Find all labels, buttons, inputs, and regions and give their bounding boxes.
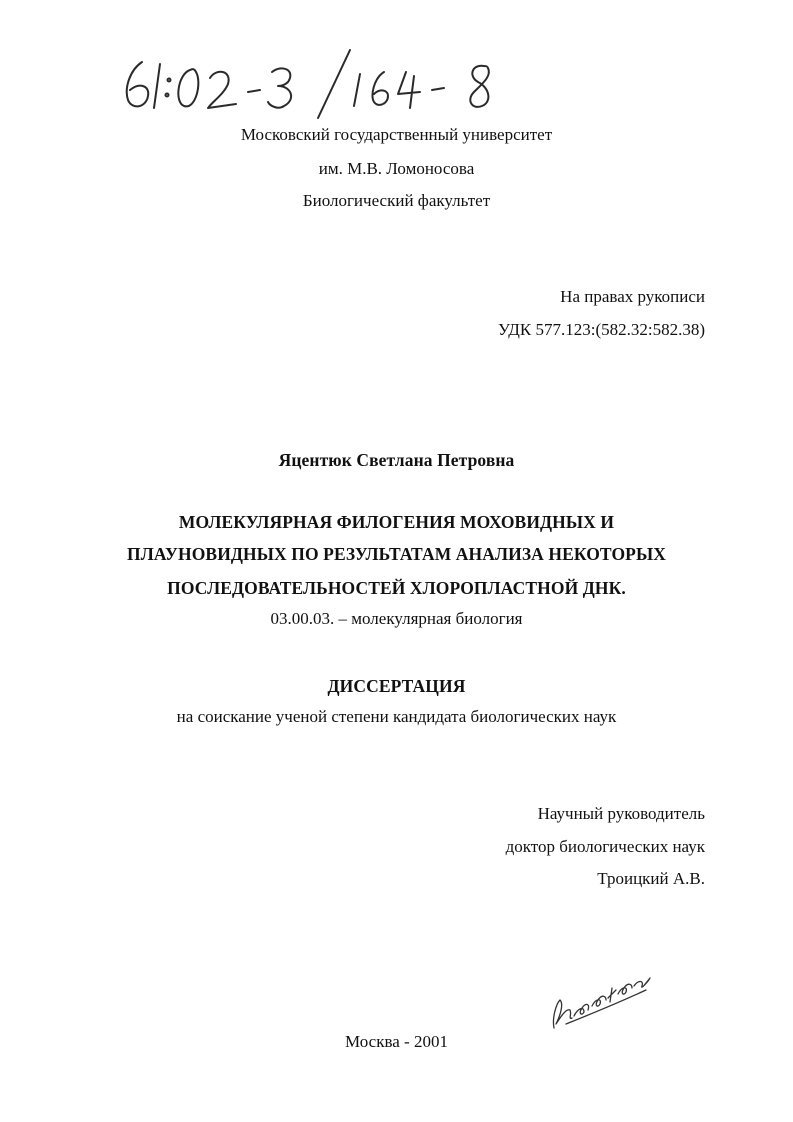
degree-statement: на соискание ученой степени кандидата биологических наук	[176, 707, 617, 726]
university-name: Московский государственный университет	[240, 125, 553, 144]
supervisor-degree: доктор биологических наук	[505, 837, 705, 856]
supervisor-name: Троицкий А.В.	[597, 869, 705, 888]
city-year: Москва - 2001	[345, 1032, 448, 1051]
specialty-code: 03.00.03. – молекулярная биология	[270, 609, 523, 628]
university-named-after: им. М.В. Ломоносова	[318, 159, 475, 178]
handwritten-archive-code	[112, 40, 532, 120]
title-line-3: ПОСЛЕДОВАТЕЛЬНОСТЕЙ ХЛОРОПЛАСТНОЙ ДНК.	[167, 578, 626, 598]
author-name: Яцентюк Светлана Петровна	[278, 450, 515, 470]
faculty-name: Биологический факультет	[302, 191, 491, 210]
author-signature	[546, 968, 656, 1038]
manuscript-note: На правах рукописи	[560, 287, 705, 306]
supervisor-role: Научный руководитель	[537, 804, 705, 823]
title-line-1: МОЛЕКУЛЯРНАЯ ФИЛОГЕНИЯ МОХОВИДНЫХ И	[178, 512, 615, 532]
title-line-2: ПЛАУНОВИДНЫХ ПО РЕЗУЛЬТАТАМ АНАЛИЗА НЕКОТОРЫХ	[127, 544, 666, 564]
document-type: ДИССЕРТАЦИЯ	[327, 676, 466, 696]
udc-code: УДК 577.123:(582.32:582.38)	[497, 320, 705, 339]
